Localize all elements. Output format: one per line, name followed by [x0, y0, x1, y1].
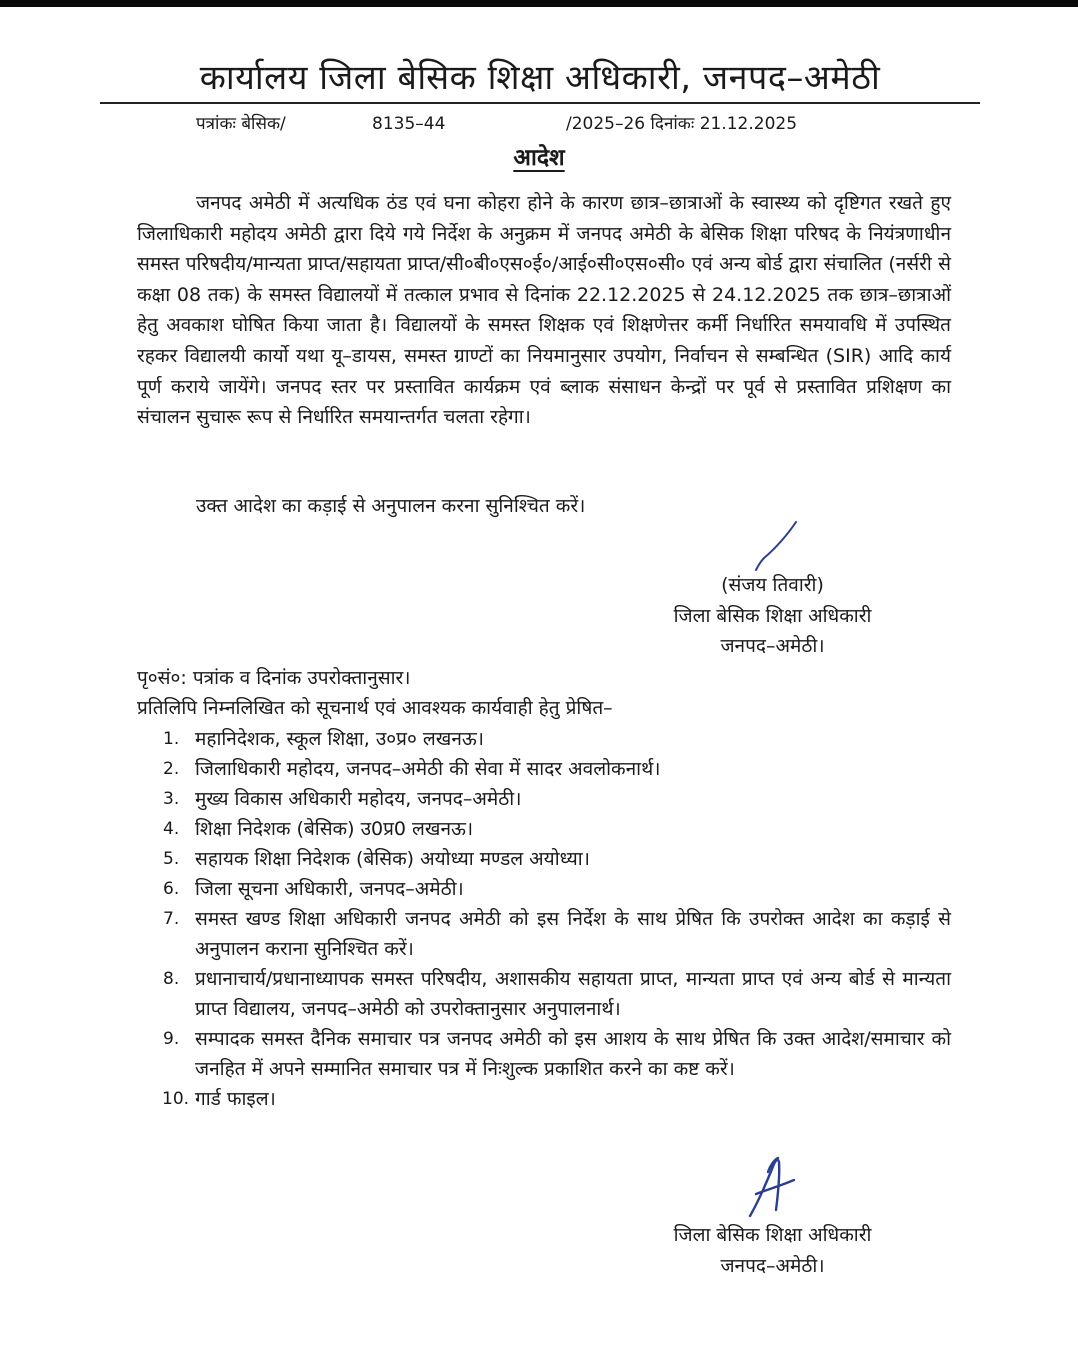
list-item-text: गार्ड फाइल। [195, 1088, 276, 1110]
list-item-number: 10. [162, 1089, 190, 1109]
reference-note: पृ०सं०: पत्रांक व दिनांक उपरोक्तानुसार। [137, 667, 411, 689]
list-item [137, 724, 951, 754]
copy-recipient-list [137, 724, 951, 1114]
list-item [137, 814, 951, 844]
list-item [137, 754, 951, 784]
signature-stroke [756, 522, 796, 570]
list-item-number: 7. [163, 909, 180, 929]
list-item-number: 3. [163, 789, 180, 809]
list-item-number: 2. [163, 759, 180, 779]
signature-block-primary [640, 570, 905, 662]
signatory-name: (संजय तिवारी) [721, 574, 824, 596]
signatory-district: जनपद–अमेठी। [720, 1255, 825, 1277]
list-item-number: 9. [163, 1029, 180, 1049]
list-item-number: 6. [163, 879, 180, 899]
signature-initial-stroke [750, 1158, 794, 1216]
list-item [137, 904, 951, 964]
list-item-text: सहायक शिक्षा निदेशक (बेसिक) अयोध्या मण्डल अयोध्या। [195, 848, 590, 870]
ref-label: पत्रांकः बेसिक/ [196, 114, 286, 134]
list-item-text: सम्पादक समस्त दैनिक समाचार पत्र जनपद अमेठी को इस आशय के साथ प्रेषित कि उक्त आदेश/समाचार को जनहित में अपने सम्मानित समाचार पत्र में निःशुल्क प्रकाशित करने का कष्ट करें। [195, 1028, 951, 1080]
list-item [137, 964, 951, 1024]
list-item [137, 874, 951, 904]
compliance-line: उक्त आदेश का कड़ाई से अनुपालन करना सुनिश्चित करें। [196, 495, 586, 517]
list-item-text: जिला सूचना अधिकारी, जनपद–अमेठी। [195, 878, 464, 900]
list-item [137, 784, 951, 814]
signature-stroke-icon [748, 518, 808, 578]
list-item-text: शिक्षा निदेशक (बेसिक) उ0प्र0 लखनऊ। [195, 818, 474, 840]
list-item-number: 4. [163, 819, 180, 839]
list-item-text: महानिदेशक, स्कूल शिक्षा, उ०प्र० लखनऊ। [195, 728, 484, 750]
list-item-number: 8. [163, 969, 180, 989]
signatory-designation: जिला बेसिक शिक्षा अधिकारी [673, 604, 872, 627]
signature-initial-icon [740, 1154, 800, 1224]
list-item-text: मुख्य विकास अधिकारी महोदय, जनपद–अमेठी। [195, 788, 522, 810]
top-border-bar [0, 0, 1078, 7]
order-heading [0, 143, 1078, 173]
order-body-paragraph: जनपद अमेठी में अत्यधिक ठंड एवं घना कोहरा होने के कारण छात्र–छात्राओं के स्वास्थ्य को दृष्टिगत रखते हुए जिलाधिकारी महोदय अमेठी द्वारा दिये गये निर्देश के अनुक्रम में जनपद अमेठी के बेसिक शिक्षा परिषद के नियंत्रणाधीन समस्त परिषदीय/मान्यता प्राप्त/सहायता प्राप्त/सी०बी०एस०ई०/आई०सी०एस०सी० एवं अन्य बोर्ड द्वारा संचालित (नर्सरी से कक्षा 08 तक) के समस्त विद्यालयों में तत्काल प्रभाव से दिनांक 22.12.2025 से 24.12.2025 तक छात्र–छात्राओं हेतु अवकाश घोषित किया जाता है। विद्यालयों के समस्त शिक्षक एवं शिक्षणेत्तर कर्मी निर्धारित समयावधि में उपस्थित रहकर विद्यालयी कार्यो यथा यू–डायस, समस्त ग्राण्टों का नियमानुसार उपयोग, निर्वाचन से सम्बन्धित (SIR) आदि कार्य पूर्ण कराये जायेंगे। जनपद स्तर पर प्रस्तावित कार्यक्रम एवं ब्लाक संसाधन केन्द्रों पर पूर्व से प्रस्तावित प्रशिक्षण का संचालन सुचारू रूप से निर्धारित समयान्तर्गत चलता रहेगा। [137, 192, 951, 429]
signatory-designation: जिला बेसिक शिक्षा अधिकारी [673, 1224, 872, 1246]
list-item-text: समस्त खण्ड शिक्षा अधिकारी जनपद अमेठी को इस निर्देश के साथ प्रेषित कि उपरोक्त आदेश का कड़ाई से अनुपालन कराना सुनिश्चित करें। [195, 908, 951, 960]
list-item-text: प्रधानाचार्य/प्रधानाध्यापक समस्त परिषदीय, अशासकीय सहायता प्राप्त, मान्यता प्राप्त एवं अन्य बोर्ड से मान्यता प्राप्त विद्यालय, जनपद–अमेठी को उपरोक्तानुसार अनुपालनार्थ। [195, 968, 951, 1020]
copy-intro: प्रतिलिपि निम्नलिखित को सूचनार्थ एवं आवश्यक कार्यवाही हेतु प्रेषित– [137, 697, 613, 719]
signatory-district: जनपद–अमेठी। [720, 635, 825, 657]
list-item-number: 1. [163, 729, 180, 749]
header-divider [100, 102, 980, 104]
order-heading-text: आदेश [513, 145, 565, 171]
list-item [137, 844, 951, 874]
office-title: कार्यालय जिला बेसिक शिक्षा अधिकारी, जनपद–अमेठी [199, 58, 881, 98]
signature-block-secondary [640, 1220, 905, 1282]
list-item-number: 5. [163, 849, 180, 869]
ref-number: 8135–44 [372, 114, 446, 134]
list-item [137, 1084, 951, 1114]
list-item-text: जिलाधिकारी महोदय, जनपद–अमेठी की सेवा में सादर अवलोकनार्थ। [195, 758, 661, 780]
ref-date: /2025–26 दिनांकः 21.12.2025 [566, 114, 798, 134]
list-item [137, 1024, 951, 1084]
